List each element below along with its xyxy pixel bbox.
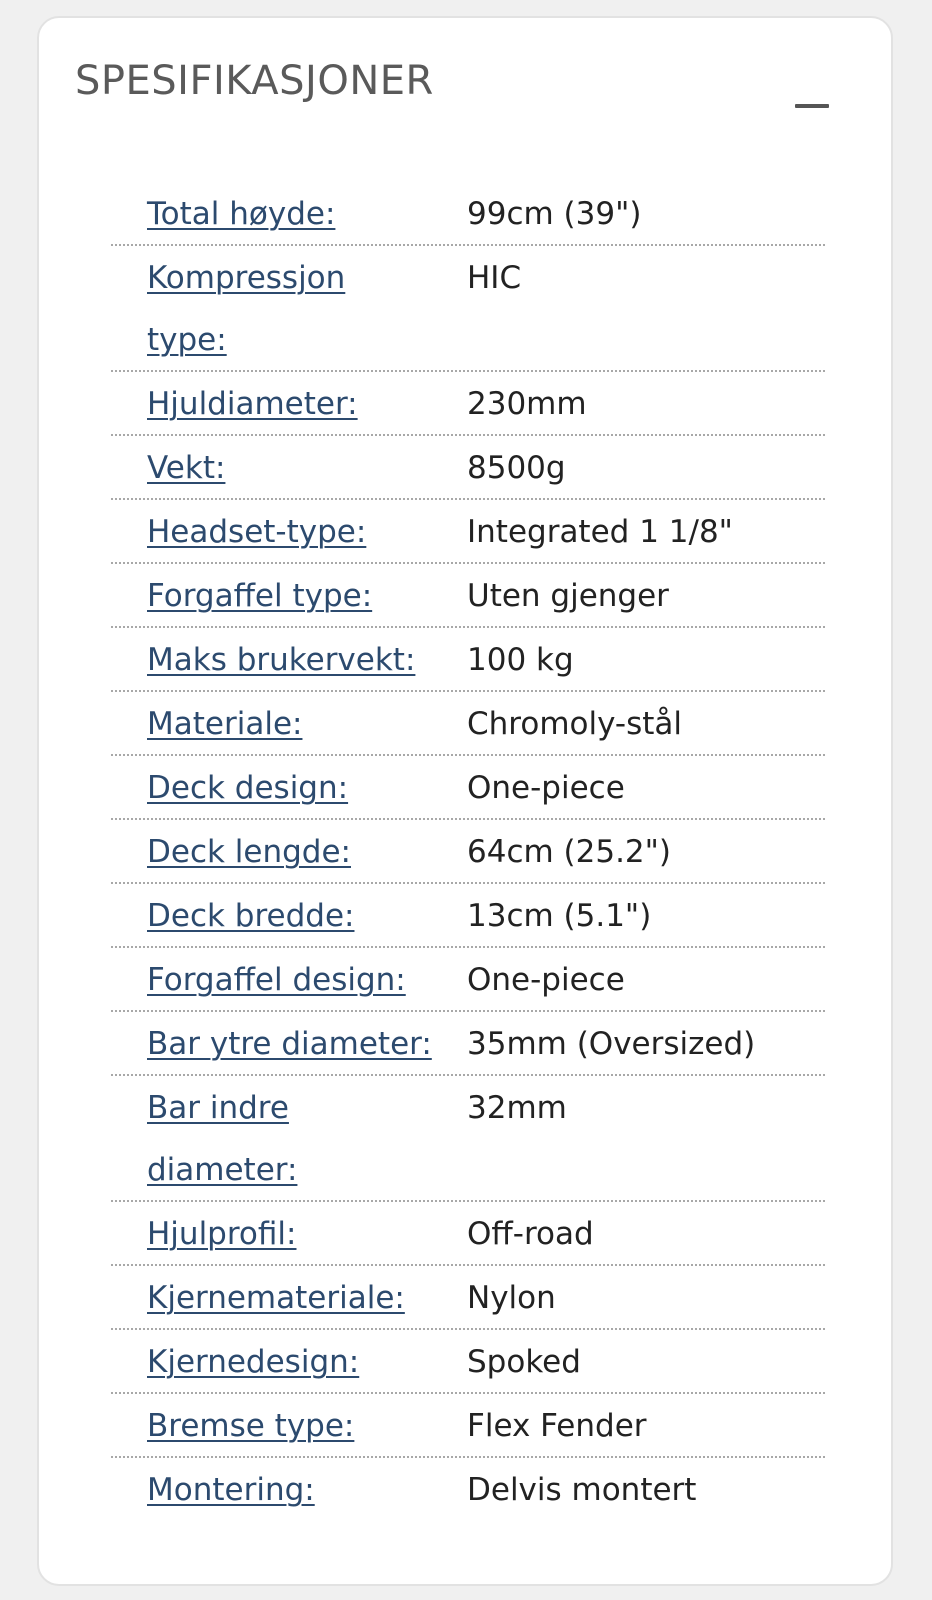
spec-row xyxy=(111,500,825,564)
spec-label-link[interactable]: Forgaffel design: xyxy=(147,962,406,998)
specifications-panel xyxy=(37,16,893,1586)
spec-row xyxy=(111,372,825,436)
spec-row xyxy=(111,246,825,372)
spec-value: One-piece xyxy=(467,962,625,998)
spec-value: HIC xyxy=(467,260,522,296)
spec-row xyxy=(111,884,825,948)
spec-value: 230mm xyxy=(467,386,587,422)
spec-value: 100 kg xyxy=(467,642,574,678)
spec-label-link[interactable]: Forgaffel type: xyxy=(147,578,373,614)
spec-value: 99cm (39") xyxy=(467,196,642,232)
spec-label-link[interactable]: Deck lengde: xyxy=(147,834,351,870)
spec-value: Nylon xyxy=(467,1280,556,1316)
spec-row xyxy=(111,182,825,246)
minus-icon xyxy=(795,104,829,108)
spec-value: 13cm (5.1") xyxy=(467,898,652,934)
spec-row xyxy=(111,756,825,820)
spec-label-link[interactable]: Hjuldiameter: xyxy=(147,386,358,422)
spec-row xyxy=(111,820,825,884)
spec-label-link[interactable]: Montering: xyxy=(147,1472,315,1508)
spec-value: 32mm xyxy=(467,1090,567,1126)
spec-value: Flex Fender xyxy=(467,1408,647,1444)
spec-value: Uten gjenger xyxy=(467,578,669,614)
spec-label-link[interactable]: Maks brukervekt: xyxy=(147,642,416,678)
spec-value: Delvis montert xyxy=(467,1472,697,1508)
spec-row xyxy=(111,1202,825,1266)
spec-label-link[interactable]: Kjernemateriale: xyxy=(147,1280,405,1316)
collapse-button[interactable] xyxy=(791,88,831,128)
spec-row xyxy=(111,1012,825,1076)
spec-value: 8500g xyxy=(467,450,566,486)
spec-label-link[interactable]: Kompressjon type: xyxy=(147,260,346,358)
spec-label-link[interactable]: Hjulprofil: xyxy=(147,1216,297,1252)
spec-row xyxy=(111,628,825,692)
spec-row xyxy=(111,1076,825,1202)
spec-value: Spoked xyxy=(467,1344,581,1380)
spec-row xyxy=(111,1394,825,1458)
specifications-header[interactable] xyxy=(39,18,891,158)
spec-label-link[interactable]: Deck bredde: xyxy=(147,898,355,934)
section-title: SPESIFIKASJONER xyxy=(75,58,434,104)
spec-label-link[interactable]: Materiale: xyxy=(147,706,303,742)
spec-row xyxy=(111,692,825,756)
spec-value: Off-road xyxy=(467,1216,594,1252)
spec-label-link[interactable]: Kjernedesign: xyxy=(147,1344,360,1380)
spec-row xyxy=(111,948,825,1012)
spec-row xyxy=(111,1266,825,1330)
spec-row xyxy=(111,564,825,628)
spec-label-link[interactable]: Bar ytre diameter: xyxy=(147,1026,432,1062)
spec-value: Chromoly-stål xyxy=(467,706,683,742)
spec-label-link[interactable]: Bremse type: xyxy=(147,1408,355,1444)
spec-label-link[interactable]: Bar indre diameter: xyxy=(147,1090,298,1188)
spec-value: Integrated 1 1/8" xyxy=(467,514,733,550)
spec-table xyxy=(111,182,825,1520)
spec-row xyxy=(111,1330,825,1394)
spec-label-link[interactable]: Vekt: xyxy=(147,450,226,486)
spec-row xyxy=(111,436,825,500)
spec-value: 35mm (Oversized) xyxy=(467,1026,756,1062)
spec-label-link[interactable]: Total høyde: xyxy=(147,196,336,232)
spec-value: One-piece xyxy=(467,770,625,806)
spec-label-link[interactable]: Headset-type: xyxy=(147,514,367,550)
spec-value: 64cm (25.2") xyxy=(467,834,672,870)
spec-label-link[interactable]: Deck design: xyxy=(147,770,349,806)
spec-row xyxy=(111,1458,825,1520)
